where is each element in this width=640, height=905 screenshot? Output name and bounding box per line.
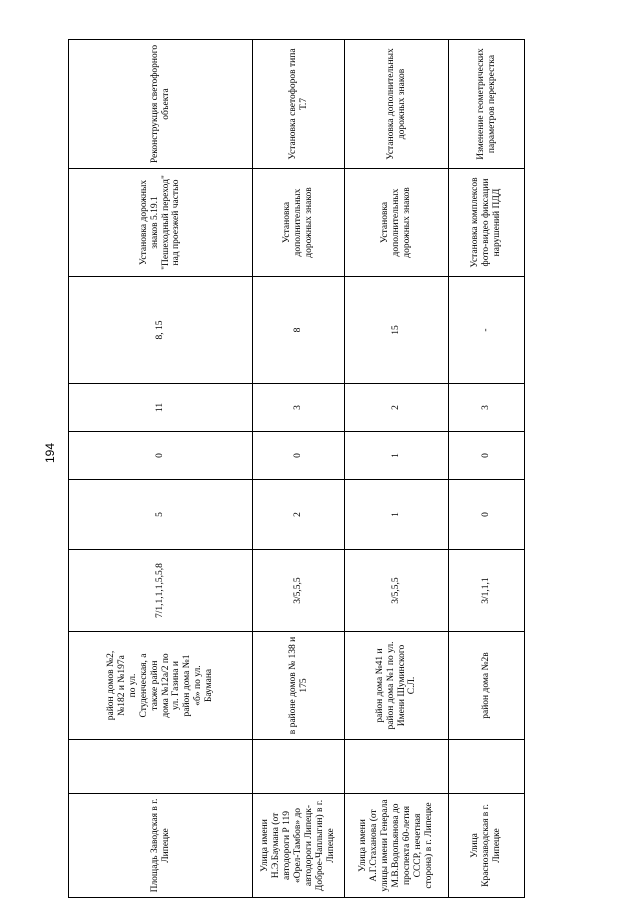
measure-cell: Установка дорожных знаков 5.19.1 "Пешеходный переход" над проезжей частью [69, 169, 253, 277]
codes-cell: 15 [345, 277, 449, 384]
measure-cell: Установка дополнительных дорожных знаков [345, 40, 449, 169]
codes-cell: - [449, 277, 525, 384]
number-cell: 0 [69, 432, 253, 480]
street-cell: Улица Краснозаводская в г. Липецке [449, 794, 525, 898]
street-cell: Улица имени Н.Э.Баумана (от автодороги Р 119 «Орел-Тамбов» до автодороги Липецк-Доброе-Чаплыгин) в г. Липецке [253, 794, 345, 898]
number-cell: 2 [253, 480, 345, 550]
number-cell: 3 [253, 384, 345, 432]
table-row [253, 40, 345, 898]
measure-cell: Изменение геометрических параметров перекрестка [449, 40, 525, 169]
page-number: 194 [43, 442, 57, 464]
table-container [68, 40, 502, 898]
location-cell: район дома №2в [449, 632, 525, 740]
location-cell: в районе домов № 138 и 175 [253, 632, 345, 740]
number-cell: 11 [69, 384, 253, 432]
measure-cell: Установка дополнительных дорожных знаков [253, 169, 345, 277]
location-cell: район домов №2, №182 и №197а по ул. Студенческая, а также район дома №12а/2 по ул. Газина и район дома №1 «б» по ул. Баумана [69, 632, 253, 740]
empty-cell [69, 740, 253, 794]
measure-cell: Реконструкция светофорного объекта [69, 40, 253, 169]
number-cell: 0 [253, 432, 345, 480]
measure-cell: Установка комплексов фото-видео фиксации нарушений ПДД [449, 169, 525, 277]
street-cell: Улица имени А.Г.Стаханова (от улицы имени Генерала М.В.Водопьянова до проспекта 60-летия СССР, нечетная сторона) в г. Липецке [345, 794, 449, 898]
empty-cell [345, 740, 449, 794]
measure-cell: Установка дополнительных дорожных знаков [345, 169, 449, 277]
number-cell: 2 [345, 384, 449, 432]
counts-cell: 3/1,1,1 [449, 550, 525, 632]
codes-cell: 8 [253, 277, 345, 384]
codes-cell: 8, 15 [69, 277, 253, 384]
counts-cell: 3/5,5,5 [253, 550, 345, 632]
empty-cell [253, 740, 345, 794]
table-row [69, 40, 253, 898]
measures-table [68, 39, 525, 898]
number-cell: 5 [69, 480, 253, 550]
empty-cell [449, 740, 525, 794]
street-cell: Площадь Заводская в г. Липецке [69, 794, 253, 898]
counts-cell: 3/5,5,5 [345, 550, 449, 632]
number-cell: 0 [449, 480, 525, 550]
number-cell: 3 [449, 384, 525, 432]
measure-cell: Установка светофоров типа Т.7 [253, 40, 345, 169]
number-cell: 1 [345, 432, 449, 480]
table-row [449, 40, 525, 898]
number-cell: 0 [449, 432, 525, 480]
location-cell: район дома №41 и район дома №1 по ул. Имени Шуминского С.Л. [345, 632, 449, 740]
counts-cell: 7/1,1,1,1,5,5,8 [69, 550, 253, 632]
table-row [345, 40, 449, 898]
number-cell: 1 [345, 480, 449, 550]
